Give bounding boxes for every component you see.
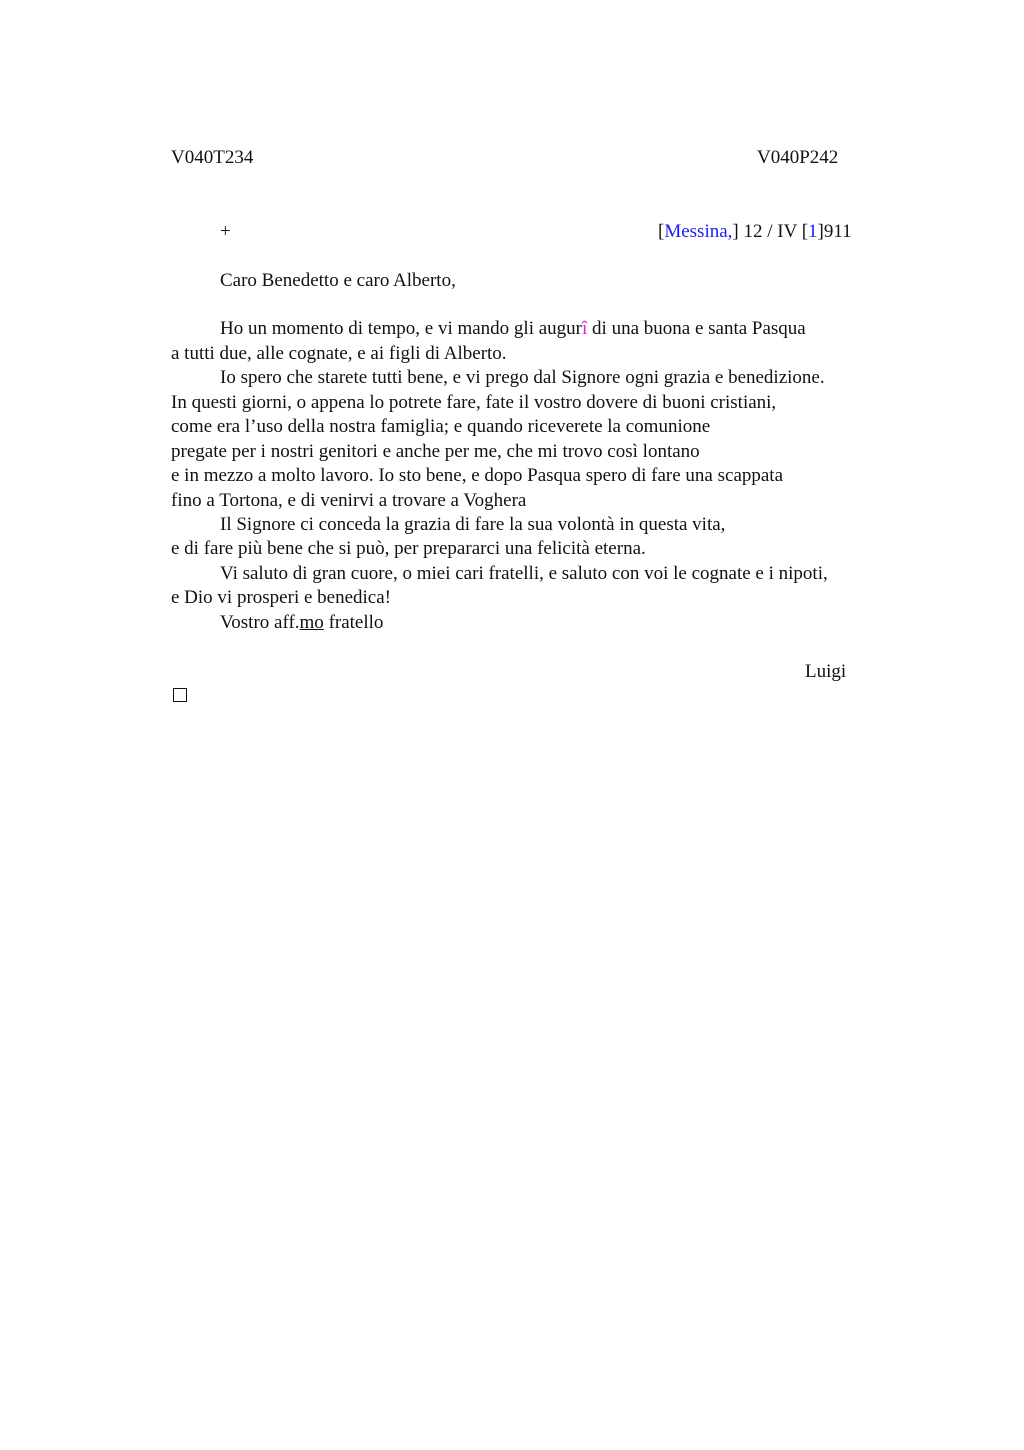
dateline-date: ] 12 / IV [: [732, 221, 809, 242]
paragraph-4-line: e Dio vi prosperi e benedica!: [171, 587, 391, 608]
paragraph-2-line: e in mezzo a molto lavoro. Io sto bene, e dopo Pasqua spero di fare una scappata: [171, 465, 784, 486]
paragraph-1-line-1: [220, 318, 806, 340]
paragraph-1-text-b: di una buona e santa Pasqua: [587, 318, 806, 339]
closing: [220, 612, 383, 634]
closing-abbrev: mo: [299, 612, 324, 633]
dateline-year-digit: 1: [808, 221, 818, 242]
document-code-left: V040T234: [171, 147, 254, 168]
signature: Luigi: [805, 661, 847, 682]
salutation: Caro Benedetto e caro Alberto,: [220, 270, 456, 291]
closing-text-b: fratello: [323, 612, 384, 633]
paragraph-2-line: Io spero che starete tutti bene, e vi prego dal Signore ogni grazia e benedizione.: [220, 367, 825, 388]
document-code-right: V040P242: [757, 147, 839, 168]
paragraph-2-line: come era l’uso della nostra famiglia; e quando riceverete la comunione: [171, 416, 711, 437]
paragraph-2-line: pregate per i nostri genitori e anche per me, che mi trovo così lontano: [171, 441, 700, 462]
closing-text-a: Vostro aff.: [220, 612, 300, 633]
paragraph-4-line: Vi saluto di gran cuore, o miei cari fratelli, e saluto con voi le cognate e i nipoti,: [220, 563, 828, 584]
paragraph-3-line: Il Signore ci conceda la grazia di fare la sua volontà in questa vita,: [220, 514, 726, 535]
dateline-open-bracket: [: [658, 221, 665, 242]
paragraph-2-line: In questi giorni, o appena lo potrete fare, fate il vostro dovere di buoni cristiani,: [171, 392, 777, 413]
paragraph-1-line-2: a tutti due, alle cognate, e ai figli di Alberto.: [171, 343, 507, 364]
editorial-mark: î: [582, 318, 588, 339]
paragraph-3-line: e di fare più bene che si può, per prepararci una felicità eterna.: [171, 538, 646, 559]
dateline-place: Messina,: [664, 221, 733, 242]
paragraph-2-line: fino a Tortona, e di venirvi a trovare a Voghera: [171, 490, 527, 511]
dateline-year-rest: ]911: [817, 221, 852, 242]
cross-mark: +: [220, 221, 231, 242]
end-marker-box: [173, 688, 187, 702]
paragraph-1-text-a: Ho un momento di tempo, e vi mando gli augur: [220, 318, 583, 339]
dateline: [658, 221, 852, 243]
